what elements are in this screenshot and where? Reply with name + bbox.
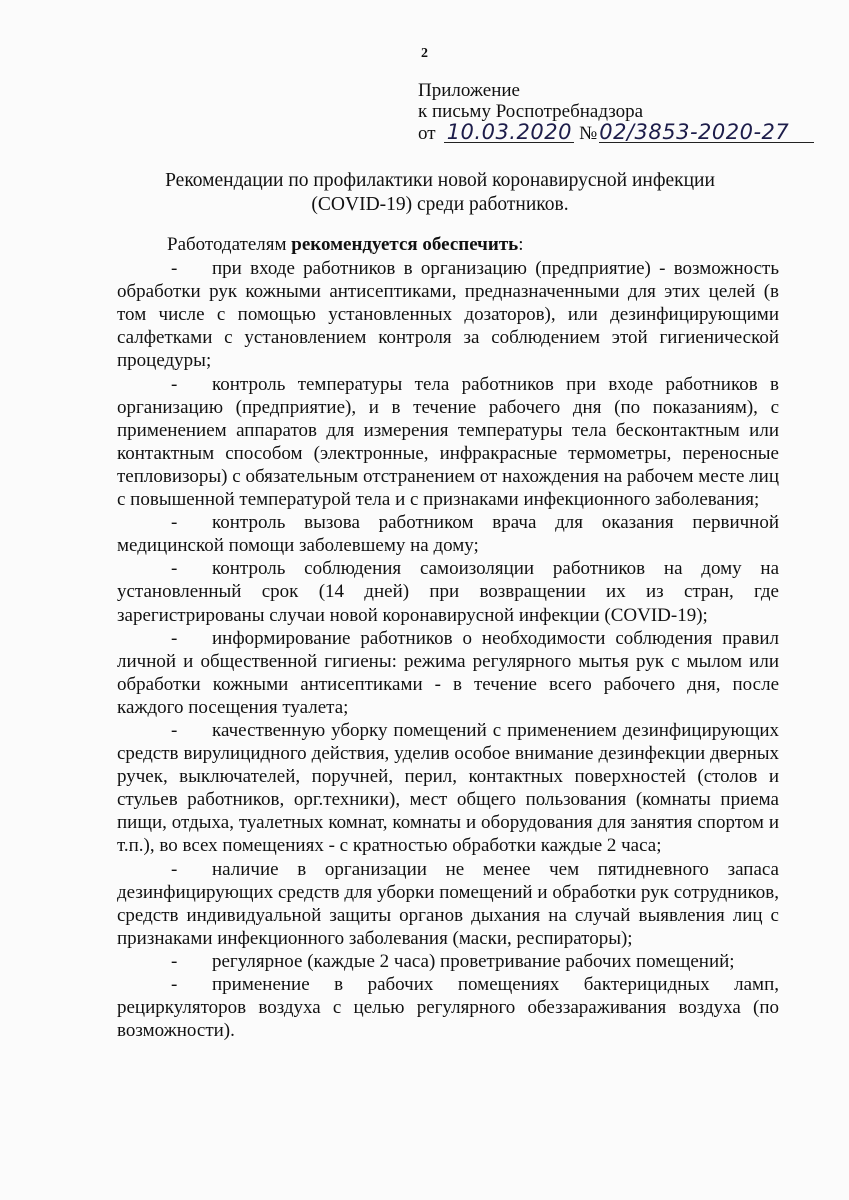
bullet-dash: -	[171, 974, 178, 995]
handwritten-number: 02/3853-2020-27	[599, 122, 814, 143]
list-item	[117, 557, 779, 626]
list-item	[117, 257, 779, 372]
list-item-text: информирование работников о необходимости соблюдения правил личной и общественной гигиены: режима регулярного мытья рук с мылом или обработки кожными антисептиками - в течение всего рабочего дня, после каждого посещения туалета;	[117, 627, 779, 718]
appendix-date-number-line	[418, 122, 814, 144]
list-item	[117, 511, 779, 557]
bullet-dash: -	[171, 858, 178, 880]
list-item	[117, 858, 779, 950]
list-item	[117, 950, 779, 973]
list-item-text: наличие в организации не менее чем пятидневного запаса дезинфицирующих средств для уборки помещений и обработки рук сотрудников, средств индивидуальной защиты органов дыхания на случай выявления лиц с признаками инфекционного заболевания (маски, респираторы);	[117, 858, 779, 949]
bullet-dash: -	[171, 627, 178, 649]
list-item-text: контроль вызова работником врача для оказания первичной медицинской помощи заболевшему на дому;	[117, 512, 779, 557]
list-item	[117, 973, 779, 1042]
bullet-dash: -	[171, 258, 178, 280]
page-number: 2	[421, 46, 428, 61]
list-item-text: регулярное (каждые 2 часа) проветривание рабочих помещений;	[212, 950, 735, 972]
intro-bold: рекомендуется обеспечить	[291, 234, 519, 255]
from-label: от	[418, 123, 436, 144]
appendix-letter-ref: к письму Роспотребнадзора	[418, 101, 644, 122]
bullet-dash: -	[171, 512, 178, 534]
list-item-text: при входе работников в организацию (предприятие) - возможность обработки рук кожными антисептиками, предназначенными для этих целей (в том числе с помощью установленных дозаторов), или дезинфицирующими салфетками с установлением контроля за соблюдением этой гигиенической процедуры;	[117, 258, 779, 372]
document-body	[117, 233, 779, 1042]
appendix-header	[418, 80, 814, 144]
bullet-dash: -	[171, 719, 178, 741]
bullet-dash: -	[171, 558, 178, 580]
list-item-text: применение в рабочих помещениях бактерицидных ламп, рециркуляторов воздуха с целью регулярного обеззараживания воздуха (по возможности).	[117, 974, 779, 1042]
number-label: №	[579, 123, 598, 144]
intro-suffix: :	[518, 234, 524, 255]
list-item	[117, 373, 779, 512]
handwritten-date: 10.03.2020	[444, 122, 574, 143]
bullet-dash: -	[171, 950, 178, 972]
list-item-text: качественную уборку помещений с применением дезинфицирующих средств вирулицидного действия, уделив особое внимание дезинфекции дверных ручек, выключателей, поручней, перил, контактных поверхностей (столов и стульев работников, орг.техники), мест общего пользования (комнаты приема пищи, отдыха, туалетных комнат, комнаты и оборудования для занятия спортом и т.п.), во всех помещениях - с кратностью обработки каждые 2 часа;	[117, 719, 779, 857]
list-item	[117, 627, 779, 719]
title-line-1: Рекомендации по профилактики новой коронавирусной инфекции	[165, 170, 715, 191]
list-item-text: контроль температуры тела работников при входе работников в организацию (предприятие), и в течение рабочего дня (по показаниям), с применением аппаратов для измерения температуры тела бесконтактным или контактным способом (электронные, инфракрасные термометры, переносные тепловизоры) с обязательным отстранением от нахождения на рабочем месте лиц с повышенной температурой тела и с признаками инфекционного заболевания;	[117, 373, 779, 511]
appendix-title: Приложение	[418, 80, 520, 101]
list-item-text: контроль соблюдения самоизоляции работников на дому на установленный срок (14 дней) при возвращении их из стран, где зарегистрированы случаи новой коронавирусной инфекции (COVID-19);	[117, 558, 779, 626]
intro-paragraph	[117, 233, 779, 256]
intro-prefix: Работодателям	[167, 234, 292, 255]
bullet-dash: -	[171, 373, 178, 395]
list-item	[117, 719, 779, 858]
title-line-2: (COVID-19) среди работников.	[311, 194, 569, 215]
document-title	[150, 169, 730, 217]
